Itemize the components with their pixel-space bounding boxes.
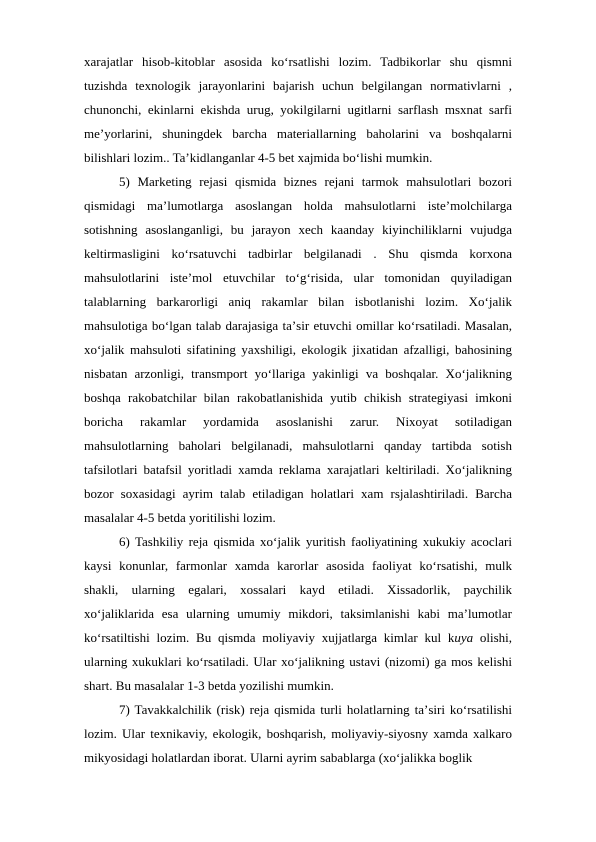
paragraph-text: 5) Marketing rejasi qismida biznes rejani tarmok mahsulotlari bozori qismidagi maʼlumotlarga asoslangan holda mahsulotlarni isteʼmolchilarga sotishning asoslanganligi, bu jarayon xech kaanday kiyinchiliklarni vujudga keltirmasligini koʻrsatuvchi tadbirlar belgilanadi . Shu qismda korxona mahsulotlarini isteʼmol etuvchilar toʻgʻrisida, ular tomonidan quyiladigan talablarning barkarorligi aniq rakamlar bilan isbotlanishi lozim. Xoʻjalik mahsulotiga boʻlgan talab darajasiga taʼsir etuvchi omillar koʻrsatiladi. Masalan, xoʻjalik mahsuloti sifatining yaxshiligi, ekologik jixatidan afzalligi, bahosining nisbatan arzonligi, transmport yoʻllariga yakinligi va boshqalar. Xoʻjalikning boshqa rakobatchilar bilan rakobatlanishida yutib chikish strategiyasi imkoni boricha rakamlar yordamida asoslanishi zarur. Nixoyat sotiladigan mahsulotlarning baholari belgilanadi, mahsulotlarni qanday tartibda sotish tafsilotlari batafsil yoritladi xamda reklama xarajatlari keltiriladi. Xoʻjalikning bozor soxasidagi ayrim talab etiladigan holatlari xam rsjalashtiriladi. Barcha masalalar 4-5 betda yoritilishi lozim.	[84, 174, 512, 525]
paragraph-text: 7) Tavakkalchilik (risk) reja qismida turli holatlarning taʼsiri koʻrsatilishi lozim. Ular texnikaviy, ekologik, boshqarish, moliyaviy-siyosny xamda xalkaro mikyosidagi holatlardan iborat. Ularni ayrim sabablarga (xoʻjalikka boglik	[84, 702, 512, 765]
paragraph-risk-plan	[84, 698, 512, 770]
italic-text: uya	[454, 630, 474, 645]
paragraph-text: olishi, ularning xukuklari koʻrsatiladi. Ular xoʻjalikning ustavi (nizomi) ga mos kelishi shart. Bu masalalar 1-3 betda yozilishi mumkin.	[84, 630, 512, 693]
paragraph-cost-estimates	[84, 50, 512, 170]
paragraph-organizational-plan	[84, 530, 512, 698]
paragraph-text: xarajatlar hisob-kitoblar asosida koʻrsatlishi lozim. Tadbikorlar shu qismni tuzishda texnologik jarayonlarini bajarish uchun belgilangan normativlarni , chunonchi, ekinlarni ekishda urug, yokilgilarni ugitlarni sarflash msxnat sarfi meʼyorlarini, shuningdek barcha materiallarning baholarini va boshqalarni bilishlari lozim.. Taʼkidlanganlar 4-5 bet xajmida boʻlishi mumkin.	[84, 54, 512, 165]
paragraph-marketing-plan	[84, 170, 512, 530]
document-page	[84, 50, 512, 770]
paragraph-text: 6) Tashkiliy reja qismida xoʻjalik yuritish faoliyatining xukukiy acoclari kaysi konunlar, farmonlar xamda karorlar asosida faoliyat koʻrsatishi, mulk shakli, ularning egalari, xossalari kayd etiladi. Xissadorlik, paychilik xoʻjaliklarida esa ularning umumiy mikdori, taksimlanishi kabi maʼlumotlar koʻrsatiltishi lozim. Bu qismda moliyaviy xujjatlarga kimlar kul k	[84, 534, 512, 645]
